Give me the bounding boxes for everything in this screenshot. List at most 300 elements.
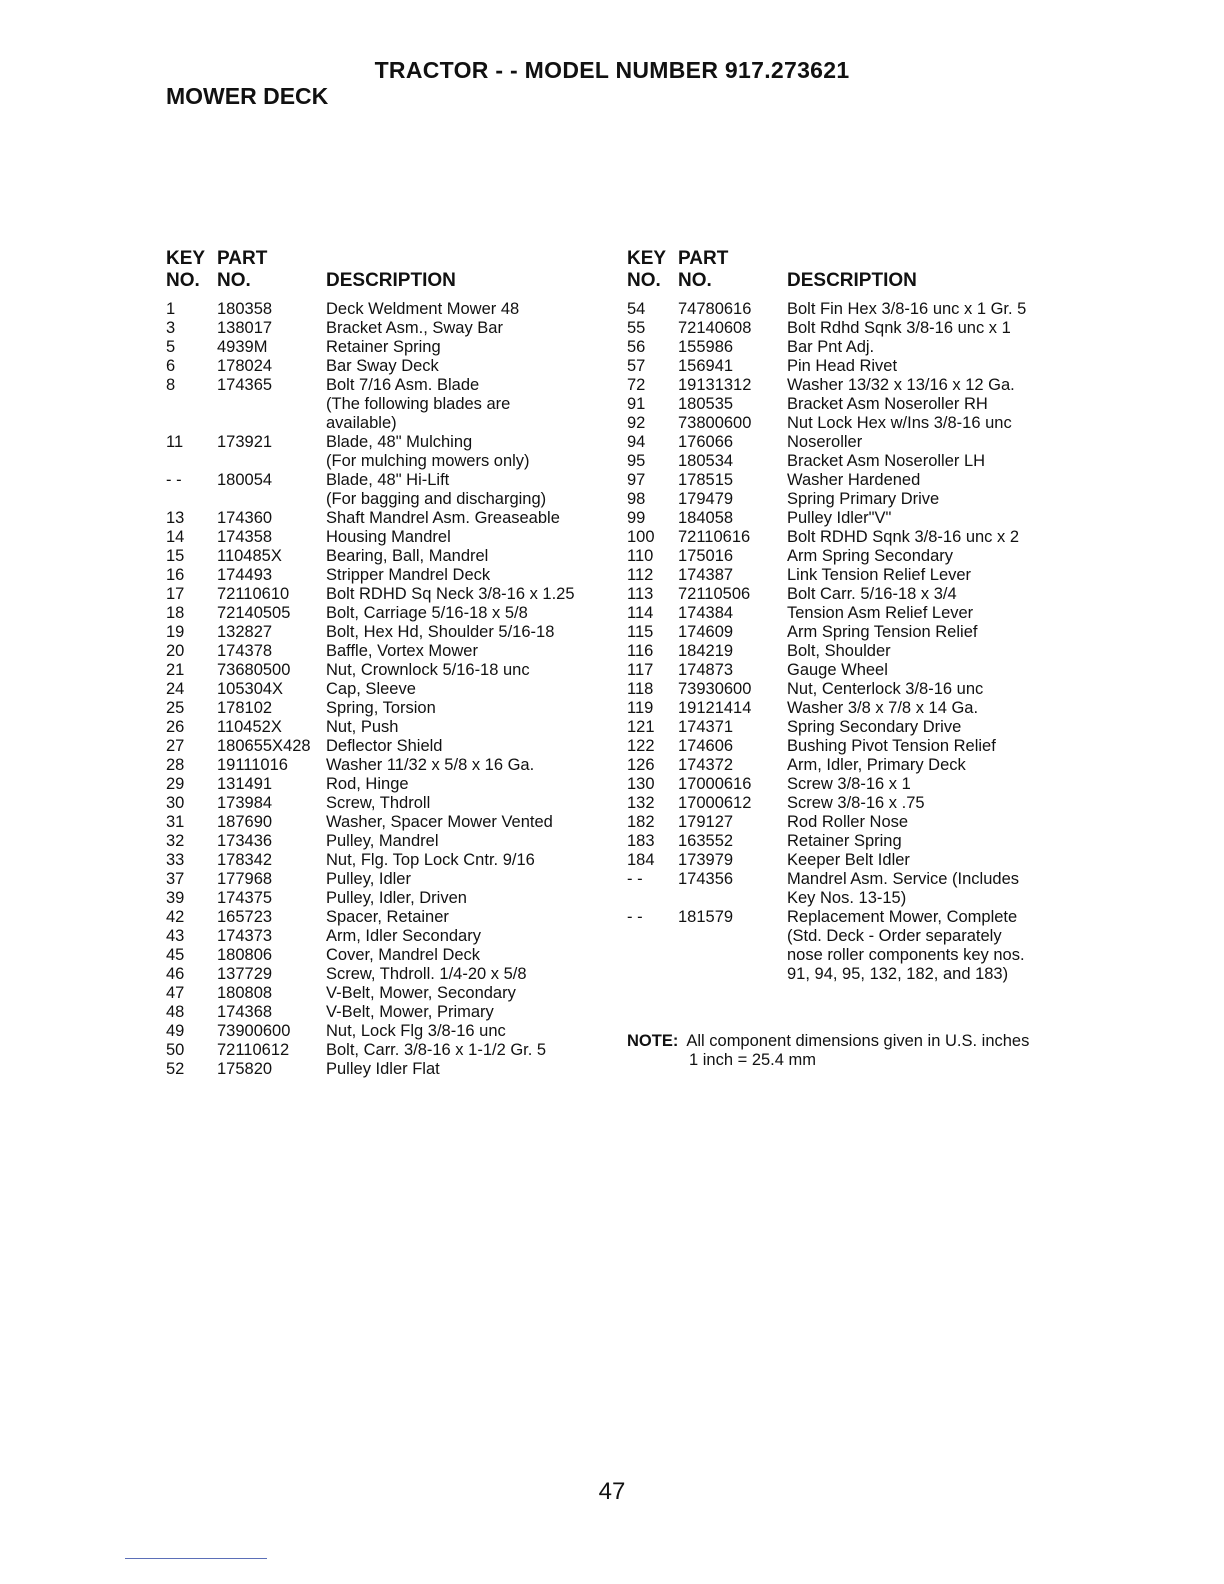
- description: Washer 3/8 x 7/8 x 14 Ga.: [787, 699, 979, 717]
- part-no: 174378: [217, 642, 273, 660]
- key-no: 184: [627, 851, 655, 869]
- description: Bushing Pivot Tension Relief: [787, 737, 996, 755]
- table-row: [166, 680, 606, 699]
- description: Retainer Spring: [787, 832, 902, 850]
- description: Bolt, Hex Hd, Shoulder 5/16-18: [326, 623, 555, 641]
- key-no: 98: [627, 490, 646, 508]
- table-row: [627, 908, 1067, 927]
- description: Pulley, Idler: [326, 870, 411, 888]
- key-no: 94: [627, 433, 646, 451]
- table-row: [627, 585, 1067, 604]
- description: Bracket Asm Noseroller LH: [787, 452, 986, 470]
- part-no: 178342: [217, 851, 273, 869]
- part-no: 156941: [678, 357, 734, 375]
- table-row: [166, 433, 606, 452]
- header-description: DESCRIPTION: [326, 270, 456, 291]
- table-row: [627, 680, 1067, 699]
- description: Pulley, Idler, Driven: [326, 889, 467, 907]
- description: Rod Roller Nose: [787, 813, 909, 831]
- description: Pulley, Mandrel: [326, 832, 439, 850]
- part-no: 165723: [217, 908, 273, 926]
- description: Nut Lock Hex w/Ins 3/8-16 unc: [787, 414, 1012, 432]
- description: Arm Spring Secondary: [787, 547, 953, 565]
- description: Bolt RDHD Sq Neck 3/8-16 x 1.25: [326, 585, 575, 603]
- table-row: [627, 813, 1067, 832]
- description: Cap, Sleeve: [326, 680, 416, 698]
- key-no: 110: [627, 547, 654, 565]
- part-no: [678, 965, 787, 984]
- part-no: 131491: [217, 775, 273, 793]
- table-row: [166, 965, 606, 984]
- description: Bracket Asm., Sway Bar: [326, 319, 503, 337]
- table-row: [166, 984, 606, 1003]
- table-row: [627, 661, 1067, 680]
- table-row: [166, 547, 606, 566]
- key-no: 18: [166, 604, 185, 622]
- description: Bolt Rdhd Sqnk 3/8-16 unc x 1: [787, 319, 1011, 337]
- table-row: [166, 604, 606, 623]
- part-no: 184219: [678, 642, 734, 660]
- part-no: 72110506: [678, 585, 751, 603]
- part-no: 138017: [217, 319, 273, 337]
- key-no: 183: [627, 832, 655, 850]
- table-row: [166, 870, 606, 889]
- part-no: 180534: [678, 452, 734, 470]
- description: available): [326, 414, 397, 432]
- key-no: 182: [627, 813, 655, 831]
- key-no: 30: [166, 794, 185, 812]
- table-row: [627, 642, 1067, 661]
- header-part-line1: PART: [217, 248, 268, 269]
- key-no: 11: [166, 433, 184, 451]
- description: Arm Spring Tension Relief: [787, 623, 978, 641]
- table-row: [166, 509, 606, 528]
- key-no: 57: [627, 357, 646, 375]
- description: Pin Head Rivet: [787, 357, 898, 375]
- description: Nut, Centerlock 3/8-16 unc: [787, 680, 984, 698]
- part-no: 73930600: [678, 680, 752, 698]
- key-no: 17: [166, 585, 185, 603]
- part-no: 17000612: [678, 794, 752, 812]
- part-no: [678, 927, 787, 946]
- description: Nut, Push: [326, 718, 399, 736]
- description: Nut, Lock Flg 3/8-16 unc: [326, 1022, 506, 1040]
- table-row: [627, 547, 1067, 566]
- description: Stripper Mandrel Deck: [326, 566, 491, 584]
- table-row: [166, 661, 606, 680]
- description: Nut, Flg. Top Lock Cntr. 9/16: [326, 851, 535, 869]
- key-no: 14: [166, 528, 185, 546]
- part-no: 72140608: [678, 319, 752, 337]
- table-row: [166, 357, 606, 376]
- description: Pulley Idler Flat: [326, 1060, 440, 1078]
- key-no: 112: [627, 566, 654, 584]
- description: V-Belt, Mower, Secondary: [326, 984, 516, 1002]
- column-header: [627, 246, 1067, 294]
- part-no: 110485X: [217, 547, 282, 565]
- key-no: [627, 927, 678, 946]
- table-row: [166, 585, 606, 604]
- description: Bracket Asm Noseroller RH: [787, 395, 988, 413]
- table-row: [166, 832, 606, 851]
- part-no: 173979: [678, 851, 734, 869]
- table-row: [627, 338, 1067, 357]
- key-no: 117: [627, 661, 654, 679]
- key-no: 56: [627, 338, 646, 356]
- description: (The following blades are: [326, 395, 511, 413]
- table-row: [166, 1041, 606, 1060]
- part-no: [678, 889, 787, 908]
- key-no: - -: [627, 908, 643, 926]
- table-row: [627, 794, 1067, 813]
- part-no: [217, 452, 326, 471]
- key-no: 37: [166, 870, 185, 888]
- part-no: 72110612: [217, 1041, 290, 1059]
- table-row: [166, 566, 606, 585]
- table-row: [627, 376, 1067, 395]
- table-row: [166, 718, 606, 737]
- page-number: 47: [598, 1478, 626, 1505]
- part-no: 181579: [678, 908, 734, 926]
- key-no: 122: [627, 737, 655, 755]
- part-no: 174356: [678, 870, 734, 888]
- table-row: [627, 699, 1067, 718]
- part-no: 180808: [217, 984, 273, 1002]
- description: Spring Primary Drive: [787, 490, 940, 508]
- note-line1: All component dimensions given in U.S. inches: [686, 1032, 1030, 1050]
- description: Blade, 48" Hi-Lift: [326, 471, 450, 489]
- key-no: 19: [166, 623, 185, 641]
- table-row: [166, 471, 606, 490]
- key-no: 130: [627, 775, 655, 793]
- note-line2: 1 inch = 25.4 mm: [689, 1051, 817, 1069]
- description: Cover, Mandrel Deck: [326, 946, 481, 964]
- parts-list-right: [627, 246, 1067, 984]
- table-row: [627, 718, 1067, 737]
- table-row: [627, 357, 1067, 376]
- description: Bolt Carr. 5/16-18 x 3/4: [787, 585, 957, 603]
- table-row: [166, 623, 606, 642]
- parts-list-left: [166, 246, 606, 1079]
- header-key-line2: NO.: [166, 270, 200, 291]
- key-no: 126: [627, 756, 655, 774]
- description: Washer, Spacer Mower Vented: [326, 813, 553, 831]
- part-no: 174387: [678, 566, 734, 584]
- description: Spring, Torsion: [326, 699, 436, 717]
- table-row: [166, 642, 606, 661]
- header-part-line1: PART: [678, 248, 729, 269]
- key-no: [166, 452, 217, 471]
- part-no: 179127: [678, 813, 734, 831]
- table-row: [166, 1060, 606, 1079]
- part-no: 174606: [678, 737, 734, 755]
- key-no: 26: [166, 718, 185, 736]
- key-no: 15: [166, 547, 185, 565]
- table-row: [627, 566, 1067, 585]
- table-row: [166, 452, 606, 471]
- table-row: [627, 965, 1067, 984]
- key-no: 49: [166, 1022, 185, 1040]
- table-row: [166, 756, 606, 775]
- header-key-line1: KEY: [627, 248, 667, 269]
- table-row: [166, 775, 606, 794]
- table-row: [627, 756, 1067, 775]
- key-no: 121: [627, 718, 655, 736]
- part-no: 132827: [217, 623, 273, 641]
- key-no: 21: [166, 661, 185, 679]
- table-row: [166, 1022, 606, 1041]
- part-no: 180358: [217, 300, 273, 318]
- part-no: 73900600: [217, 1022, 291, 1040]
- description: (For mulching mowers only): [326, 452, 530, 470]
- description: Bar Pnt Adj.: [787, 338, 875, 356]
- description: nose roller components key nos.: [787, 946, 1025, 964]
- description: V-Belt, Mower, Primary: [326, 1003, 494, 1021]
- dimensions-note: [627, 1032, 1029, 1070]
- description: Bearing, Ball, Mandrel: [326, 547, 489, 565]
- description: Keeper Belt Idler: [787, 851, 910, 869]
- key-no: 39: [166, 889, 185, 907]
- key-no: 25: [166, 699, 185, 717]
- parts-rows-left: [166, 300, 606, 1079]
- part-no: 174358: [217, 528, 273, 546]
- part-no: 179479: [678, 490, 734, 508]
- description: Screw 3/8-16 x .75: [787, 794, 925, 812]
- part-no: 174375: [217, 889, 273, 907]
- key-no: 5: [166, 338, 176, 356]
- key-no: 24: [166, 680, 185, 698]
- part-no: 174371: [678, 718, 734, 736]
- description: Screw 3/8-16 x 1: [787, 775, 911, 793]
- key-no: 13: [166, 509, 185, 527]
- table-row: [166, 338, 606, 357]
- table-row: [627, 832, 1067, 851]
- description: 91, 94, 95, 132, 182, and 183): [787, 965, 1009, 983]
- column-header: [166, 246, 606, 294]
- table-row: [166, 490, 606, 509]
- key-no: 46: [166, 965, 185, 983]
- description: (For bagging and discharging): [326, 490, 547, 508]
- note-label: NOTE:: [627, 1032, 679, 1050]
- description: Deflector Shield: [326, 737, 443, 755]
- table-row: [627, 452, 1067, 471]
- description: Link Tension Relief Lever: [787, 566, 972, 584]
- table-row: [166, 528, 606, 547]
- description: Pulley Idler"V": [787, 509, 892, 527]
- key-no: 8: [166, 376, 176, 394]
- table-row: [627, 851, 1067, 870]
- key-no: 97: [627, 471, 646, 489]
- table-row: [166, 908, 606, 927]
- key-no: 29: [166, 775, 185, 793]
- table-row: [166, 699, 606, 718]
- description: Screw, Thdroll. 1/4-20 x 5/8: [326, 965, 527, 983]
- part-no: [678, 946, 787, 965]
- description: Bar Sway Deck: [326, 357, 439, 375]
- key-no: 54: [627, 300, 646, 318]
- part-no: 19121414: [678, 699, 752, 717]
- key-no: 47: [166, 984, 185, 1002]
- section-title: MOWER DECK: [166, 83, 329, 109]
- description: (Std. Deck - Order separately: [787, 927, 1002, 945]
- description: Screw, Thdroll: [326, 794, 431, 812]
- table-row: [627, 490, 1067, 509]
- table-row: [627, 623, 1067, 642]
- description: Arm, Idler, Primary Deck: [787, 756, 966, 774]
- table-row: [166, 300, 606, 319]
- key-no: 45: [166, 946, 185, 964]
- table-row: [627, 528, 1067, 547]
- table-row: [166, 376, 606, 395]
- table-row: [627, 889, 1067, 908]
- part-no: 19111016: [217, 756, 288, 774]
- description: Replacement Mower, Complete: [787, 908, 1018, 926]
- table-row: [627, 319, 1067, 338]
- part-no: 174360: [217, 509, 273, 527]
- description: Retainer Spring: [326, 338, 441, 356]
- key-no: 119: [627, 699, 654, 717]
- part-no: 110452X: [217, 718, 282, 736]
- table-row: [166, 395, 606, 414]
- key-no: [166, 414, 217, 433]
- header-description: DESCRIPTION: [787, 270, 917, 291]
- part-no: 72110616: [678, 528, 751, 546]
- table-row: [166, 889, 606, 908]
- table-row: [627, 509, 1067, 528]
- header-key-line1: KEY: [166, 248, 206, 269]
- description: Gauge Wheel: [787, 661, 888, 679]
- part-no: 72140505: [217, 604, 291, 622]
- header-part-line2: NO.: [678, 270, 712, 291]
- key-no: 115: [627, 623, 654, 641]
- description: Noseroller: [787, 433, 863, 451]
- part-no: 177968: [217, 870, 273, 888]
- table-row: [166, 414, 606, 433]
- key-no: 31: [166, 813, 185, 831]
- key-no: 92: [627, 414, 646, 432]
- description: Tension Asm Relief Lever: [787, 604, 974, 622]
- part-no: 180535: [678, 395, 734, 413]
- part-no: 175016: [678, 547, 734, 565]
- table-row: [627, 471, 1067, 490]
- part-no: 73680500: [217, 661, 291, 679]
- key-no: 99: [627, 509, 646, 527]
- parts-rows-right: [627, 300, 1067, 984]
- description: Spacer, Retainer: [326, 908, 449, 926]
- part-no: 173921: [217, 433, 273, 451]
- key-no: 1: [166, 300, 176, 318]
- part-no: 173436: [217, 832, 273, 850]
- key-no: 33: [166, 851, 185, 869]
- table-row: [166, 813, 606, 832]
- header-part-line2: NO.: [217, 270, 251, 291]
- description: Washer 11/32 x 5/8 x 16 Ga.: [326, 756, 535, 774]
- table-row: [627, 433, 1067, 452]
- description: Nut, Crownlock 5/16-18 unc: [326, 661, 530, 679]
- table-row: [627, 870, 1067, 889]
- key-no: [627, 946, 678, 965]
- part-no: 155986: [678, 338, 734, 356]
- description: Baffle, Vortex Mower: [326, 642, 478, 660]
- part-no: [217, 490, 326, 509]
- key-no: [166, 395, 217, 414]
- description: Bolt RDHD Sqnk 3/8-16 unc x 2: [787, 528, 1020, 546]
- part-no: 173984: [217, 794, 273, 812]
- key-no: 16: [166, 566, 185, 584]
- part-no: 74780616: [678, 300, 752, 318]
- part-no: 184058: [678, 509, 734, 527]
- part-no: 178024: [217, 357, 273, 375]
- description: Washer 13/32 x 13/16 x 12 Ga.: [787, 376, 1015, 394]
- part-no: 19131312: [678, 376, 752, 394]
- table-row: [627, 737, 1067, 756]
- part-no: 73800600: [678, 414, 752, 432]
- key-no: 114: [627, 604, 654, 622]
- part-no: 174493: [217, 566, 273, 584]
- key-no: 100: [627, 528, 655, 546]
- key-no: - -: [627, 870, 643, 888]
- key-no: 20: [166, 642, 185, 660]
- part-no: 72110610: [217, 585, 290, 603]
- table-row: [627, 927, 1067, 946]
- key-no: 132: [627, 794, 655, 812]
- part-no: 174384: [678, 604, 734, 622]
- part-no: 174873: [678, 661, 734, 679]
- table-row: [627, 300, 1067, 319]
- description: Arm, Idler Secondary: [326, 927, 481, 945]
- part-no: 17000616: [678, 775, 752, 793]
- description: Mandrel Asm. Service (Includes: [787, 870, 1020, 888]
- part-no: 180806: [217, 946, 273, 964]
- part-no: 174609: [678, 623, 734, 641]
- part-no: [217, 395, 326, 414]
- table-row: [627, 414, 1067, 433]
- key-no: 113: [627, 585, 654, 603]
- part-no: 180054: [217, 471, 273, 489]
- key-no: 48: [166, 1003, 185, 1021]
- part-no: 174368: [217, 1003, 273, 1021]
- key-no: 3: [166, 319, 176, 337]
- part-no: 178102: [217, 699, 273, 717]
- description: Bolt, Shoulder: [787, 642, 891, 660]
- key-no: 28: [166, 756, 185, 774]
- header-key-line2: NO.: [627, 270, 661, 291]
- description: Bolt, Carr. 3/8-16 x 1-1/2 Gr. 5: [326, 1041, 547, 1059]
- table-row: [627, 395, 1067, 414]
- description: Key Nos. 13-15): [787, 889, 907, 907]
- description: Housing Mandrel: [326, 528, 451, 546]
- description: Spring Secondary Drive: [787, 718, 962, 736]
- key-no: [627, 889, 678, 908]
- table-row: [627, 946, 1067, 965]
- description: Shaft Mandrel Asm. Greaseable: [326, 509, 560, 527]
- part-no: 180655X428: [217, 737, 311, 755]
- key-no: 72: [627, 376, 646, 394]
- key-no: 55: [627, 319, 646, 337]
- description: Bolt 7/16 Asm. Blade: [326, 376, 480, 394]
- table-row: [166, 1003, 606, 1022]
- part-no: 175820: [217, 1060, 273, 1078]
- key-no: - -: [166, 471, 182, 489]
- description: Blade, 48" Mulching: [326, 433, 473, 451]
- page-title: TRACTOR - - MODEL NUMBER 917.273621: [374, 57, 850, 83]
- part-no: 163552: [678, 832, 734, 850]
- key-no: 52: [166, 1060, 185, 1078]
- table-row: [166, 794, 606, 813]
- footer-divider: [125, 1558, 267, 1559]
- key-no: [166, 490, 217, 509]
- key-no: 116: [627, 642, 654, 660]
